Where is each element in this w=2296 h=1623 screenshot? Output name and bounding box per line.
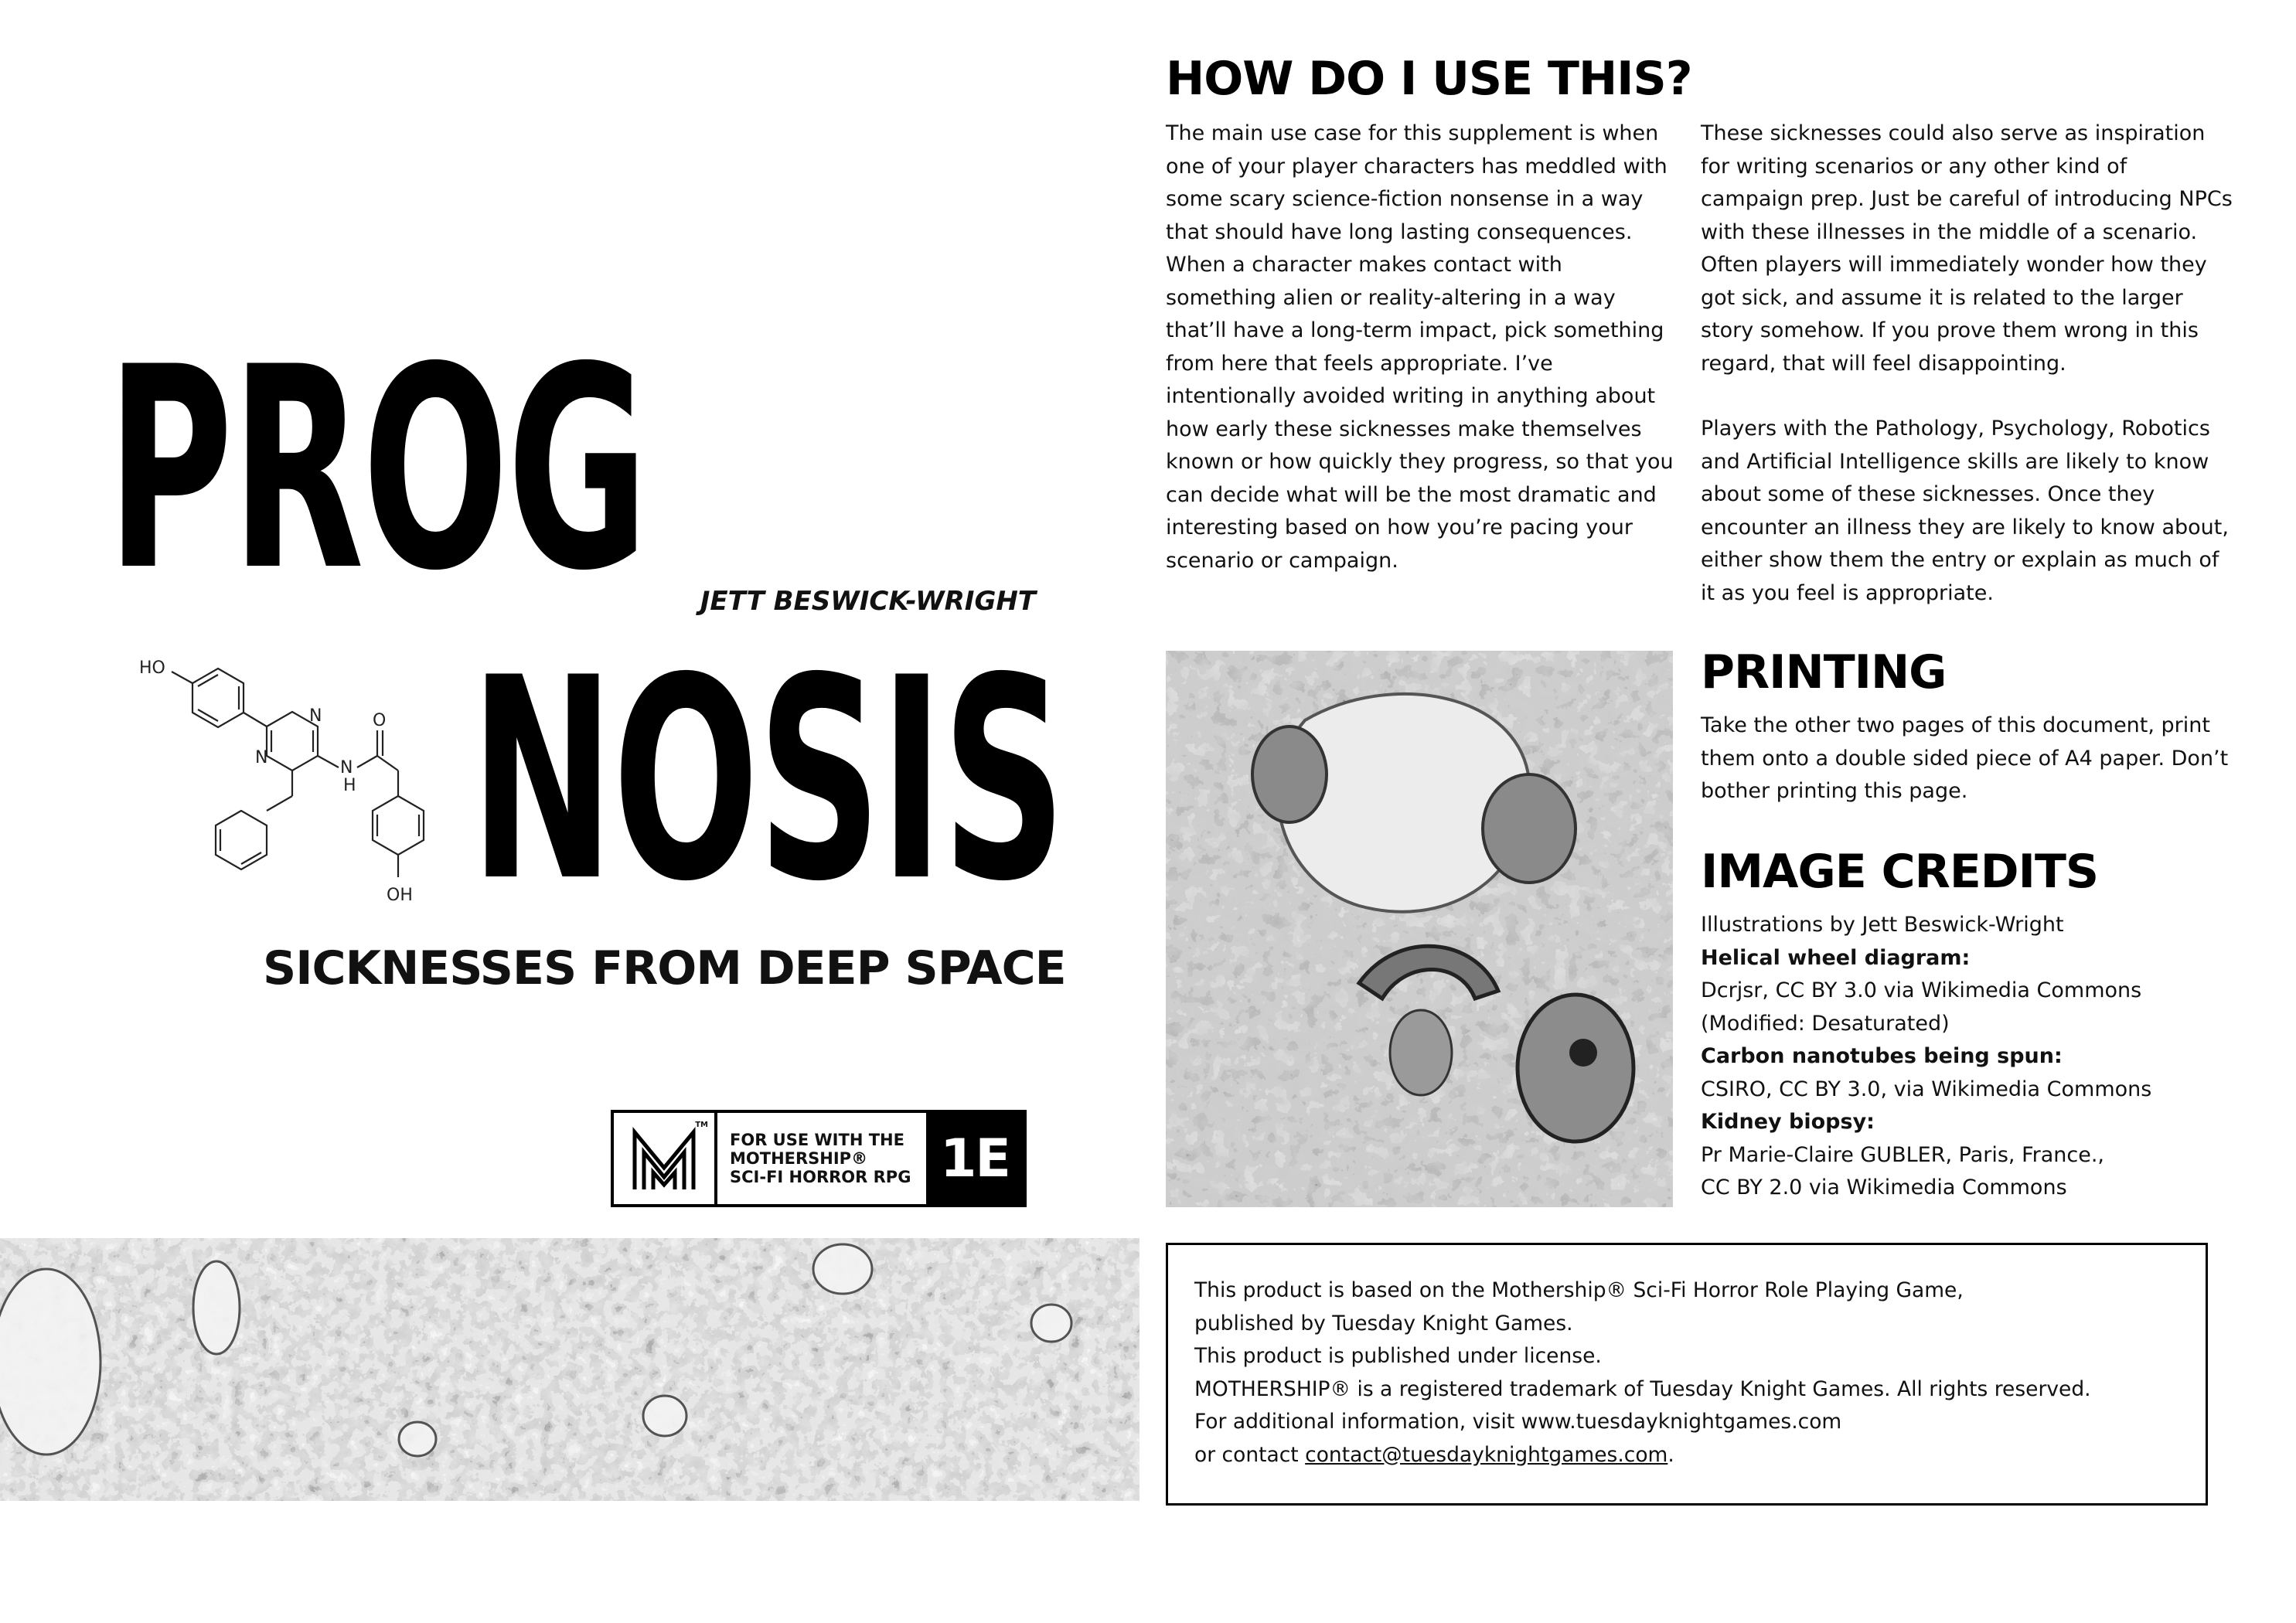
- credit-kidney-source: Pr Marie-Claire GUBLER, Paris, France.,: [1701, 1142, 2105, 1167]
- mothership-m-icon: [627, 1121, 701, 1196]
- legal-line-4: MOTHERSHIP® is a registered trademark of Tuesday Knight Games. All rights reserved.: [1194, 1376, 2091, 1401]
- image-credits-list: [1701, 909, 2257, 1205]
- credit-kidney-license: CC BY 2.0 via Wikimedia Commons: [1701, 1176, 2067, 1199]
- legal-line-1: This product is based on the Mothership® Sci-Fi Horror Role Playing Game,: [1194, 1278, 1964, 1302]
- heading-image-credits: IMAGE CREDITS: [1701, 845, 2099, 899]
- heading-printing: PRINTING: [1701, 645, 1947, 699]
- printing-text: Take the other two pages of this document, print them onto a double sided piece of A4 paper. Don’t bother printing this page.: [1701, 713, 2229, 803]
- heading-how-do-i-use-this: HOW DO I USE THIS?: [1166, 52, 1692, 106]
- legal-contact-suffix: .: [1667, 1442, 1674, 1467]
- contact-email-link[interactable]: contact@tuesdayknightgames.com: [1305, 1442, 1668, 1467]
- legal-notice-box: [1166, 1243, 2208, 1506]
- badge-line-2: MOTHERSHIP®: [730, 1148, 868, 1168]
- micrograph-strip-image: [0, 1238, 1139, 1501]
- molecule-label-ho: HO: [139, 658, 165, 678]
- badge-line-1: FOR USE WITH THE: [730, 1130, 904, 1149]
- title-line-nosis: NOSIS: [470, 618, 1065, 942]
- credit-helical-source: Dcrjsr, CC BY 3.0 via Wikimedia Commons: [1701, 978, 2142, 1002]
- how-to-use-column-2: [1701, 117, 2234, 610]
- legal-contact-prefix: or contact: [1194, 1442, 1306, 1467]
- how-to-use-paragraph-3: Players with the Pathology, Psychology, Robotics and Artificial Intelligence skills are likely to know about some of these sicknesses. Once they encounter an illness they are likely to know about, either show them the entry or explain as much of it as you feel is appropriate.: [1701, 417, 2229, 605]
- molecule-label-h: H: [343, 776, 356, 795]
- molecule-label-oh: OH: [387, 886, 413, 905]
- author-name: JETT BESWICK-WRIGHT: [700, 586, 1036, 617]
- mothership-logo: [614, 1113, 717, 1204]
- credit-kidney-label: Kidney biopsy:: [1701, 1110, 1875, 1134]
- how-to-use-column-1: [1166, 117, 1676, 577]
- subtitle: SICKNESSES FROM DEEP SPACE: [263, 941, 1066, 995]
- legal-line-6: [1194, 1439, 2179, 1472]
- legal-line-2: published by Tuesday Knight Games.: [1194, 1311, 1573, 1335]
- credit-carbon-source: CSIRO, CC BY 3.0, via Wikimedia Commons: [1701, 1077, 2152, 1101]
- badge-line-3: SCI-FI HORROR RPG: [730, 1168, 911, 1187]
- badge-text: [717, 1113, 926, 1204]
- molecule-label-o: O: [373, 711, 387, 730]
- credit-helical-note: (Modified: Desaturated): [1701, 1011, 1950, 1036]
- title-line-prog: PROG: [107, 308, 647, 631]
- molecule-label-n1: N: [309, 706, 322, 726]
- how-to-use-paragraph-2: These sicknesses could also serve as inspiration for writing scenarios or any other kind of campaign prep. Just be careful of introducing NPCs with these illnesses in the middle of a scenario. Often players will immediately wonder how they got sick, and assume it is related to the larger story somehow. If you prove them wrong in this regard, that will feel disappointing.: [1701, 121, 2233, 376]
- mothership-compatibility-badge: [611, 1110, 1027, 1207]
- edition-label: 1E: [926, 1113, 1024, 1204]
- legal-line-3: This product is published under license.: [1194, 1344, 1602, 1368]
- credit-carbon-label: Carbon nanotubes being spun:: [1701, 1044, 2063, 1068]
- molecule-label-n2: N: [255, 748, 268, 767]
- legal-line-5: For additional information, visit www.tuesdayknightgames.com: [1194, 1410, 1842, 1434]
- kidney-biopsy-micrograph-image: [1166, 651, 1673, 1207]
- credit-helical-label: Helical wheel diagram:: [1701, 945, 1971, 970]
- molecule-structure-diagram: [131, 645, 456, 924]
- logo-trademark: TM: [695, 1121, 708, 1129]
- molecule-label-n3: N: [340, 758, 353, 777]
- how-to-use-paragraph-1: The main use case for this supplement is when one of your player characters has meddled with some scary science-fiction nonsense in a way that should have long lasting consequences. When a character makes contact with something alien or reality-altering in a way that’ll have a long-term impact, pick something from here that feels appropriate. I’ve intentionally avoided writing in anything about how early these sicknesses make themselves known or how quickly they progress, so that you can decide what will be the most dramatic and interesting based on how you’re pacing your scenario or campaign.: [1166, 121, 1674, 573]
- credit-illustrations: Illustrations by Jett Beswick-Wright: [1701, 913, 2064, 937]
